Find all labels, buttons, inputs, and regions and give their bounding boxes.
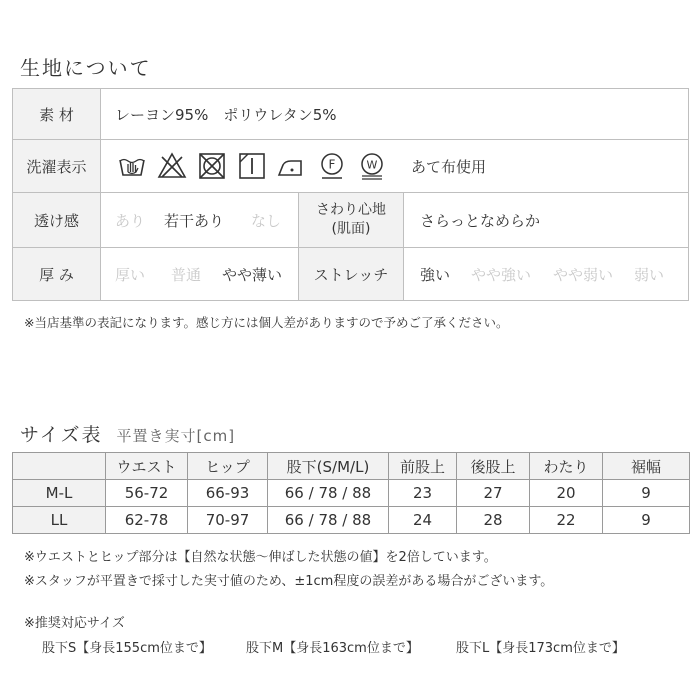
feel-label <box>298 193 403 247</box>
svg-text:W: W <box>366 158 378 172</box>
thickness-options <box>100 248 299 300</box>
size-column-header: わたり <box>530 453 603 480</box>
recommend-item: 股下L【身長173cm位まで】 <box>456 641 625 656</box>
size-row-label: LL <box>13 507 106 534</box>
size-cell: 24 <box>389 507 457 534</box>
dry-clean-f-icon <box>317 151 347 181</box>
washing-label: 洗濯表示 <box>13 140 100 192</box>
size-cell: 66-93 <box>188 480 268 507</box>
thickness-option-selected: やや薄い <box>222 265 283 284</box>
stretch-option: やや弱い <box>553 265 614 284</box>
material-label: 素 材 <box>13 89 100 139</box>
fabric-table <box>12 88 689 301</box>
table-row <box>13 480 690 507</box>
size-section-title <box>20 420 235 447</box>
recommend-title: ※推奨対応サイズ <box>24 616 125 631</box>
washing-note: あて布使用 <box>411 157 487 176</box>
size-cell: 70-97 <box>188 507 268 534</box>
material-row <box>13 89 688 139</box>
size-note: ※スタッフが平置きで採寸した実寸値のため、±1cm程度の誤差がある場合がございます。 <box>24 574 554 589</box>
transparency-options <box>100 193 299 247</box>
size-cell: 23 <box>389 480 457 507</box>
transparency-label: 透け感 <box>13 193 100 247</box>
size-cell: 62-78 <box>106 507 188 534</box>
thickness-option: 厚い <box>115 265 146 284</box>
size-cell: 56-72 <box>106 480 188 507</box>
care-icons <box>101 151 486 181</box>
transparency-option: あり <box>115 211 146 230</box>
size-cell: 22 <box>530 507 603 534</box>
recommend-item: 股下M【身長163cm位まで】 <box>246 641 419 656</box>
size-cell: 66 / 78 / 88 <box>268 480 389 507</box>
feel-label-line1: さわり心地 <box>316 202 386 218</box>
size-column-header: ヒップ <box>188 453 268 480</box>
size-cell: 27 <box>457 480 530 507</box>
feel-label-line2: (肌面) <box>331 221 371 237</box>
transparency-row <box>13 192 688 247</box>
size-cell: 20 <box>530 480 603 507</box>
washing-row <box>13 139 688 192</box>
size-column-header: 股下(S/M/L) <box>268 453 389 480</box>
feel-value: さらっとなめらか <box>403 193 688 247</box>
thickness-row <box>13 247 688 300</box>
size-subtitle: 平置き実寸[cm] <box>116 427 236 445</box>
wet-clean-w-icon <box>357 151 387 181</box>
size-cell: 9 <box>603 507 690 534</box>
size-table-header <box>13 453 690 480</box>
table-row <box>13 507 690 534</box>
transparency-option-selected: 若干あり <box>164 211 225 230</box>
size-column-header: 前股上 <box>389 453 457 480</box>
stretch-options <box>403 248 688 300</box>
stretch-option: やや強い <box>471 265 532 284</box>
size-column-header <box>13 453 106 480</box>
line-dry-icon <box>237 151 267 181</box>
hand-wash-icon <box>117 151 147 181</box>
fabric-section-title: 生地について <box>20 56 152 80</box>
iron-low-icon <box>277 151 307 181</box>
stretch-option-selected: 強い <box>420 265 451 284</box>
svg-text:F: F <box>328 157 336 172</box>
size-column-header: 裾幅 <box>603 453 690 480</box>
recommend-item: 股下S【身長155cm位まで】 <box>42 641 212 656</box>
size-column-header: ウエスト <box>106 453 188 480</box>
size-cell: 66 / 78 / 88 <box>268 507 389 534</box>
size-cell: 9 <box>603 480 690 507</box>
size-table <box>12 452 690 534</box>
size-column-header: 後股上 <box>457 453 530 480</box>
thickness-option: 普通 <box>171 265 202 284</box>
washing-value <box>100 140 688 192</box>
no-tumble-dry-icon <box>197 151 227 181</box>
no-bleach-icon <box>157 151 187 181</box>
transparency-option: なし <box>251 211 282 230</box>
stretch-option: 弱い <box>634 265 665 284</box>
size-row-label: M-L <box>13 480 106 507</box>
thickness-label: 厚 み <box>13 248 100 300</box>
fabric-footnote: ※当店基準の表記になります。感じ方には個人差がありますので予めご了承ください。 <box>24 315 509 330</box>
size-title: サイズ表 <box>20 424 103 446</box>
stretch-label: ストレッチ <box>298 248 403 300</box>
size-note: ※ウエストとヒップ部分は【自然な状態～伸ばした状態の値】を2倍しています。 <box>24 550 497 565</box>
size-cell: 28 <box>457 507 530 534</box>
material-value: レーヨン95% ポリウレタン5% <box>100 89 688 139</box>
